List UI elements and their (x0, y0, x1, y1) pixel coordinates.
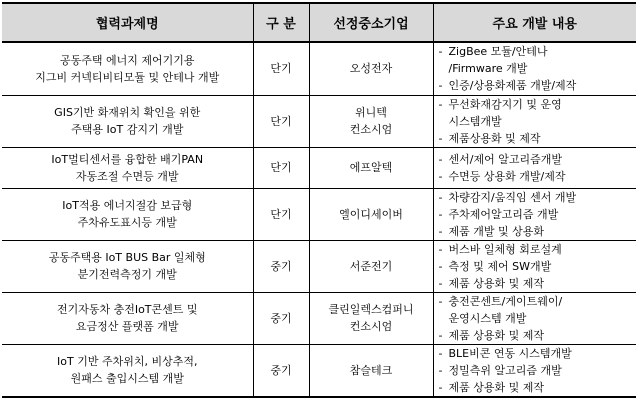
project-title-cell (2, 188, 253, 240)
development-item: - 정밀측위 알고리즘 개발 (439, 362, 637, 379)
type-cell: 단기 (253, 147, 309, 188)
type-cell: 중기 (253, 344, 309, 397)
company-cell (309, 147, 433, 188)
type-cell: 단기 (253, 188, 309, 240)
type-cell: 단기 (253, 42, 309, 95)
project-title-line: 자동조절 수면등 개발 (75, 169, 179, 183)
header-project-title: 협력과제명 (2, 3, 253, 42)
development-item: - 인증/상용화제품 개발/제작 (439, 77, 637, 94)
project-title-cell (2, 292, 253, 344)
project-title-line: 요금정산 플랫폼 개발 (75, 320, 179, 333)
development-item-list (439, 293, 637, 344)
development-item-list (439, 345, 637, 396)
table-body (2, 42, 636, 397)
development-item-continuation: 시스템개발 (448, 114, 502, 128)
company-name-line: 에프알텍 (349, 161, 393, 174)
header-type: 구 분 (253, 3, 309, 42)
project-title-line: 원패스 출입시스템 개발 (70, 372, 184, 385)
development-item: - 충전콘센트/게이트웨이/ (439, 293, 637, 310)
company-name-line: 엘이디세이버 (339, 207, 403, 221)
development-item: - 무선화재감지기 및 운영 (439, 96, 637, 113)
development-item-list (439, 241, 637, 292)
project-title-cell (2, 344, 253, 397)
development-content-cell (433, 344, 636, 397)
header-row (2, 3, 636, 42)
table-row (2, 42, 636, 95)
project-title-cell (2, 95, 253, 147)
company-cell (309, 188, 433, 240)
project-title-line: 주차유도표시등 개발 (77, 216, 177, 229)
project-title-cell (2, 147, 253, 188)
table-row (2, 240, 636, 292)
development-item: - 제품 상용화 및 제작 (439, 327, 637, 344)
development-content-cell (433, 240, 636, 292)
development-content-cell (433, 95, 636, 147)
development-item-list (439, 151, 637, 185)
development-item: - 제품 상용화 및 제작 (439, 275, 637, 292)
company-name-line: 오성전자 (349, 62, 393, 76)
development-item: - 주차제어알고리즘 개발 (439, 206, 637, 223)
table-row (2, 147, 636, 188)
table-row (2, 188, 636, 240)
company-cell (309, 240, 433, 292)
type-cell: 중기 (253, 240, 309, 292)
development-content-cell (433, 188, 636, 240)
company-cell (309, 344, 433, 397)
company-name-line: 서준전기 (349, 259, 393, 273)
development-item: - ZigBee 모듈/안테나 (439, 43, 637, 60)
development-item: - 제품 개발 및 상용화 (439, 223, 637, 240)
company-name-line: 위니텍 (355, 106, 387, 119)
project-title-line: IoT적용 에너지절감 보급형 (62, 199, 193, 212)
project-table (2, 2, 636, 398)
development-item-list (439, 189, 637, 240)
type-cell: 중기 (253, 292, 309, 344)
development-item: - 수면등 상용화 개발/제작 (439, 168, 637, 185)
development-item-continuation: 운영시스템 개발 (448, 311, 527, 325)
project-title-line: IoT 기반 주차위치, 비상추적, (57, 355, 198, 368)
development-content-cell (433, 42, 636, 95)
project-table-container (2, 2, 636, 398)
header-company: 선정중소기업 (309, 3, 433, 42)
development-item: - 제품상용화 및 제작 (439, 130, 637, 147)
project-title-cell (2, 240, 253, 292)
development-item: - 센서/제어 알고리즘개발 (439, 151, 637, 168)
company-name-line: 클린일렉스컴퍼니 (328, 303, 414, 316)
company-name-line: 컨소시엄 (349, 320, 393, 333)
project-title-line: IoT멀티센서를 융합한 배기PAN (51, 152, 204, 166)
development-item: - 차량감지/움직임 센서 개발 (439, 189, 637, 206)
project-title-line: 지그비 커넥티비티모듈 및 안테나 개발 (35, 70, 220, 84)
company-cell (309, 95, 433, 147)
company-cell (309, 292, 433, 344)
development-item-list (439, 43, 637, 94)
header-main-development: 주요 개발 내용 (433, 3, 636, 42)
project-title-line: 분기전력측정기 개발 (77, 268, 177, 281)
table-row (2, 292, 636, 344)
type-cell: 단기 (253, 95, 309, 147)
project-title-line: 공동주택용 IoT BUS Bar 일체형 (48, 251, 206, 264)
company-cell (309, 42, 433, 95)
development-item: - 측정 및 제어 SW개발 (439, 258, 637, 275)
development-item: - BLE비콘 연동 시스템개발 (439, 345, 637, 362)
development-content-cell (433, 147, 636, 188)
development-content-cell (433, 292, 636, 344)
company-name-line: 참슬테크 (349, 363, 393, 377)
table-row (2, 344, 636, 397)
company-name-line: 컨소시엄 (349, 123, 393, 136)
project-title-line: GIS기반 화재위치 확인을 위한 (54, 106, 201, 119)
project-title-line: 전기자동차 충전IoT콘센트 및 (56, 303, 198, 316)
development-item: - 버스바 일체형 회로설계 (439, 241, 637, 258)
project-title-line: 공동주택 에너지 제어기기용 (59, 53, 195, 67)
development-item-continuation: /Firmware 개발 (448, 62, 528, 76)
table-row (2, 95, 636, 147)
project-title-cell (2, 42, 253, 95)
project-title-line: 주택용 IoT 감지기 개발 (71, 123, 184, 136)
development-item-list (439, 96, 637, 147)
development-item: - 제품 상용화 및 제작 (439, 379, 637, 396)
